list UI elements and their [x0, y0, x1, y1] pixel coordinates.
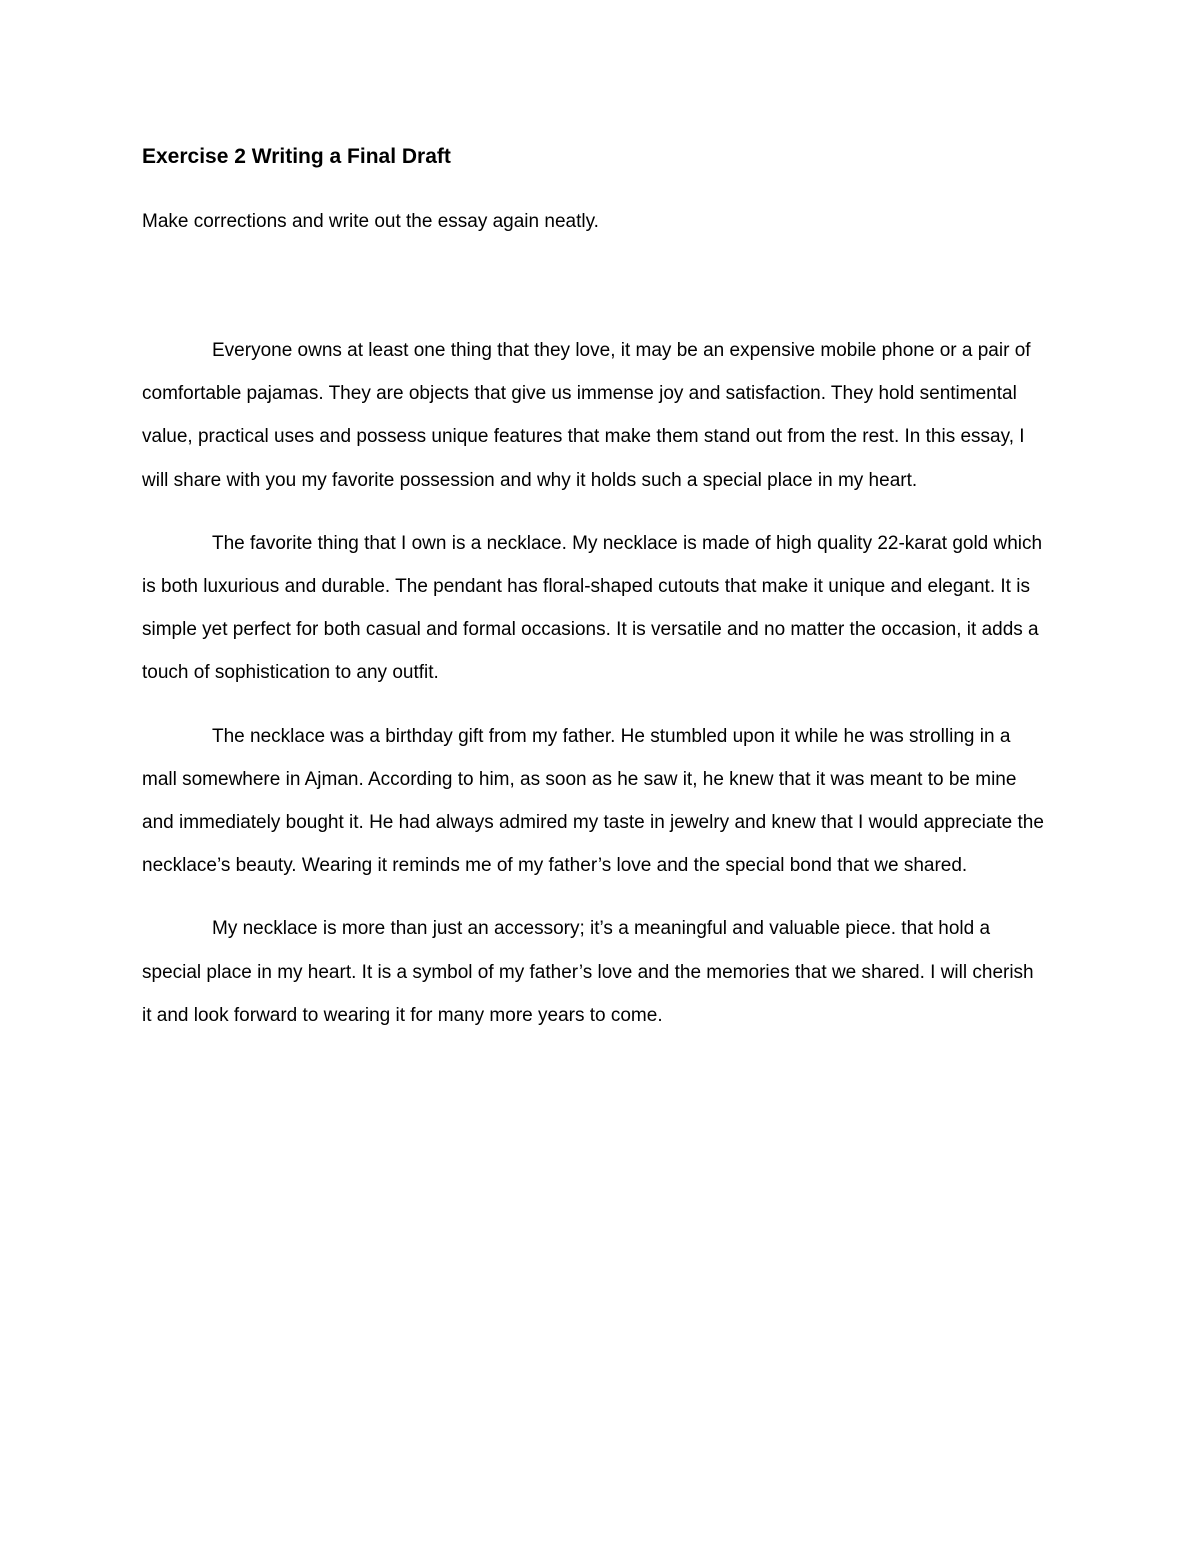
essay-paragraph: The favorite thing that I own is a necklace. My necklace is made of high quality 22-karat gold which is both luxurious and durable. The pendant has floral-shaped cutouts that make it unique and elegant. It is simple yet perfect for both casual and formal occasions. It is versatile and no matter the occasion, it adds a touch of sophistication to any outfit.: [142, 532, 1043, 684]
essay-paragraph: The necklace was a birthday gift from my father. He stumbled upon it while he was strolling in a mall somewhere in Ajman. According to him, as soon as he saw it, he knew that it was meant to be mine and immediately bought it. He had always admired my taste in jewelry and knew that I would appreciate the necklace’s beauty. Wearing it reminds me of my father’s love and the special bond that we shared.: [142, 725, 1044, 877]
essay-paragraph: My necklace is more than just an accessory; it’s a meaningful and valuable piece. that hold a special place in my heart. It is a symbol of my father’s love and the memories that we shared. I will cherish it and look forward to wearing it for many more years to come.: [142, 918, 1034, 1026]
essay-paragraph: Everyone owns at least one thing that they love, it may be an expensive mobile phone or a pair of comfortable pajamas. They are objects that give us immense joy and satisfaction. They hold sentimental value, practical uses and possess unique features that make them stand out from the rest. In this essay, I will share with you my favorite possession and why it holds such a special place in my heart.: [142, 340, 1031, 491]
instruction-text: Make corrections and write out the essay again neatly.: [142, 211, 599, 232]
essay-body: [142, 329, 1048, 1057]
document-title: Exercise 2 Writing a Final Draft: [142, 145, 451, 168]
